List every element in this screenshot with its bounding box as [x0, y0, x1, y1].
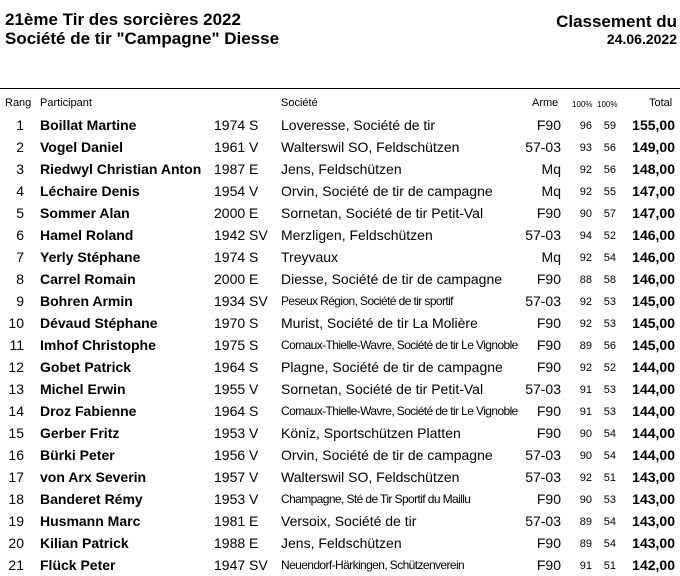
- club-cell: Sornetan, Société de tir Petit-Val: [281, 381, 484, 397]
- column-header-pct1: 100%: [572, 100, 593, 109]
- total-cell: 143,00: [632, 469, 675, 485]
- weapon-cell: Mq: [541, 161, 561, 177]
- rank-cell: 21: [8, 557, 24, 573]
- birth-year-category-cell: 1974 S: [214, 117, 259, 133]
- table-row: [0, 532, 680, 554]
- rank-cell: 4: [16, 183, 24, 199]
- score-pct1-cell: 92: [579, 472, 592, 484]
- club-cell: Treyvaux: [281, 249, 339, 265]
- birth-year-category-cell: 1988 E: [214, 535, 259, 551]
- column-header-pct2: 100%: [597, 100, 618, 109]
- participant-name-cell: Carrel Romain: [40, 271, 136, 287]
- club-cell: Merzligen, Feldschützen: [281, 227, 433, 243]
- table-row: [0, 444, 680, 466]
- participant-name-cell: Banderet Rémy: [40, 491, 143, 507]
- rank-cell: 3: [16, 161, 24, 177]
- table-row: [0, 158, 680, 180]
- weapon-cell: F90: [536, 205, 561, 221]
- score-pct1-cell: 96: [579, 120, 592, 132]
- participant-name-cell: Léchaire Denis: [40, 183, 140, 199]
- rank-cell: 15: [8, 425, 24, 441]
- weapon-cell: 57-03: [525, 447, 561, 463]
- table-row: [0, 268, 680, 290]
- total-cell: 145,00: [632, 293, 675, 309]
- total-cell: 149,00: [632, 139, 675, 155]
- score-pct1-cell: 94: [579, 230, 592, 242]
- weapon-cell: Mq: [541, 183, 561, 199]
- table-row: [0, 422, 680, 444]
- rank-cell: 19: [8, 513, 24, 529]
- weapon-cell: F90: [536, 403, 561, 419]
- rank-cell: 16: [8, 447, 24, 463]
- score-pct1-cell: 92: [579, 252, 592, 264]
- rank-cell: 6: [16, 227, 24, 243]
- birth-year-category-cell: 1942 SV: [214, 227, 268, 243]
- column-header-participant: Participant: [40, 97, 92, 109]
- score-pct2-cell: 53: [603, 384, 616, 396]
- club-cell: Walterswil SO, Feldschützen: [281, 469, 460, 485]
- birth-year-category-cell: 1953 V: [214, 425, 259, 441]
- score-pct1-cell: 90: [579, 428, 592, 440]
- total-cell: 148,00: [632, 161, 675, 177]
- rank-cell: 11: [9, 337, 24, 353]
- club-cell: Jens, Feldschützen: [281, 535, 402, 551]
- club-cell: Loveresse, Société de tir: [281, 117, 436, 133]
- participant-name-cell: Gerber Fritz: [40, 425, 120, 441]
- weapon-cell: F90: [536, 337, 561, 353]
- score-pct2-cell: 53: [603, 406, 616, 418]
- score-pct1-cell: 92: [579, 318, 592, 330]
- score-pct2-cell: 54: [603, 252, 616, 264]
- score-pct1-cell: 90: [579, 450, 592, 462]
- club-cell: Plagne, Société de tir de campagne: [281, 359, 503, 375]
- table-row: [0, 378, 680, 400]
- weapon-cell: F90: [536, 425, 561, 441]
- club-cell: Cornaux-Thielle-Wavre, Société de tir Le Vignoble: [281, 404, 518, 418]
- score-pct1-cell: 91: [579, 406, 592, 418]
- weapon-cell: 57-03: [525, 513, 561, 529]
- score-pct1-cell: 89: [579, 538, 592, 550]
- column-header-total: Total: [649, 97, 673, 109]
- participant-name-cell: von Arx Severin: [40, 469, 147, 485]
- participant-name-cell: Michel Erwin: [40, 381, 126, 397]
- score-pct1-cell: 89: [579, 516, 592, 528]
- score-pct2-cell: 54: [603, 538, 616, 550]
- rank-cell: 1: [16, 117, 24, 133]
- score-pct2-cell: 57: [603, 208, 616, 220]
- table-row: [0, 180, 680, 202]
- score-pct1-cell: 93: [579, 142, 592, 154]
- score-pct2-cell: 59: [603, 120, 616, 132]
- club-cell: Jens, Feldschützen: [281, 161, 402, 177]
- club-cell: Cornaux-Thielle-Wavre, Société de tir Le Vignoble: [281, 338, 518, 352]
- table-row: [0, 290, 680, 312]
- weapon-cell: F90: [536, 491, 561, 507]
- birth-year-category-cell: 1954 V: [214, 183, 259, 199]
- participant-name-cell: Vogel Daniel: [40, 139, 123, 155]
- rank-cell: 10: [8, 315, 24, 331]
- table-row: [0, 202, 680, 224]
- weapon-cell: F90: [536, 557, 561, 573]
- table-row: [0, 246, 680, 268]
- birth-year-category-cell: 1947 SV: [214, 557, 268, 573]
- total-cell: 146,00: [632, 227, 675, 243]
- score-pct2-cell: 51: [603, 472, 616, 484]
- total-cell: 145,00: [632, 337, 675, 353]
- weapon-cell: 57-03: [525, 227, 561, 243]
- score-pct2-cell: 56: [603, 164, 616, 176]
- birth-year-category-cell: 1961 V: [214, 139, 259, 155]
- score-pct1-cell: 92: [579, 362, 592, 374]
- total-cell: 155,00: [632, 117, 675, 133]
- column-header-societe: Société: [281, 97, 318, 109]
- table-row: [0, 114, 680, 136]
- total-cell: 143,00: [632, 491, 675, 507]
- organizer-title: Société de tir "Campagne" Diesse: [5, 29, 280, 48]
- total-cell: 146,00: [632, 249, 675, 265]
- birth-year-category-cell: 1956 V: [214, 447, 259, 463]
- birth-year-category-cell: 1957 V: [214, 469, 259, 485]
- club-cell: Köniz, Sportschützen Platten: [281, 425, 461, 441]
- score-pct2-cell: 55: [603, 186, 616, 198]
- total-cell: 144,00: [632, 403, 675, 419]
- score-pct2-cell: 54: [603, 450, 616, 462]
- club-cell: Champagne, Sté de Tir Sportif du Maillu: [281, 492, 471, 506]
- column-header-rang: Rang: [5, 97, 32, 109]
- participant-name-cell: Boillat Martine: [40, 117, 137, 133]
- total-cell: 146,00: [632, 271, 675, 287]
- weapon-cell: 57-03: [525, 293, 561, 309]
- column-header-arme: Arme: [532, 97, 559, 109]
- table-row: [0, 356, 680, 378]
- birth-year-category-cell: 1970 S: [214, 315, 259, 331]
- score-pct2-cell: 56: [603, 340, 616, 352]
- score-pct2-cell: 53: [603, 318, 616, 330]
- weapon-cell: F90: [536, 359, 561, 375]
- score-pct2-cell: 53: [603, 296, 616, 308]
- weapon-cell: 57-03: [525, 469, 561, 485]
- total-cell: 145,00: [632, 315, 675, 331]
- club-cell: Neuendorf-Härkingen, Schützenverein: [281, 558, 465, 572]
- rank-cell: 20: [8, 535, 24, 551]
- score-pct1-cell: 89: [579, 340, 592, 352]
- score-pct1-cell: 88: [579, 274, 592, 286]
- birth-year-category-cell: 2000 E: [214, 205, 259, 221]
- score-pct2-cell: 54: [603, 428, 616, 440]
- club-cell: Walterswil SO, Feldschützen: [281, 139, 460, 155]
- rank-cell: 9: [16, 293, 24, 309]
- birth-year-category-cell: 1964 S: [214, 403, 259, 419]
- rank-cell: 17: [8, 469, 24, 485]
- participant-name-cell: Yerly Stéphane: [40, 249, 141, 265]
- weapon-cell: F90: [536, 315, 561, 331]
- birth-year-category-cell: 2000 E: [214, 271, 259, 287]
- rank-cell: 8: [16, 271, 24, 287]
- total-cell: 144,00: [632, 359, 675, 375]
- weapon-cell: F90: [536, 271, 561, 287]
- score-pct2-cell: 56: [603, 142, 616, 154]
- score-pct1-cell: 91: [579, 560, 592, 572]
- club-cell: Murist, Société de tir La Molière: [281, 315, 478, 331]
- rank-cell: 13: [8, 381, 24, 397]
- rank-cell: 2: [16, 139, 24, 155]
- participant-name-cell: Husmann Marc: [40, 513, 141, 529]
- participant-name-cell: Bohren Armin: [40, 293, 133, 309]
- table-row: [0, 312, 680, 334]
- rank-cell: 18: [8, 491, 24, 507]
- weapon-cell: 57-03: [525, 381, 561, 397]
- score-pct2-cell: 58: [603, 274, 616, 286]
- score-pct2-cell: 51: [603, 560, 616, 572]
- participant-name-cell: Gobet Patrick: [40, 359, 132, 375]
- event-title: 21ème Tir des sorcières 2022: [5, 10, 241, 29]
- club-cell: Versoix, Société de tir: [281, 513, 417, 529]
- score-pct1-cell: 92: [579, 296, 592, 308]
- score-pct1-cell: 90: [579, 208, 592, 220]
- club-cell: Orvin, Société de tir de campagne: [281, 447, 493, 463]
- total-cell: 142,00: [632, 557, 675, 573]
- club-cell: Peseux Région, Société de tir sportif: [281, 294, 453, 308]
- ranking-date: 24.06.2022: [606, 31, 677, 47]
- results-table: [0, 114, 680, 576]
- table-row: [0, 136, 680, 158]
- table-row: [0, 334, 680, 356]
- score-pct1-cell: 92: [579, 164, 592, 176]
- table-row: [0, 488, 680, 510]
- score-pct1-cell: 90: [579, 494, 592, 506]
- club-cell: Diesse, Société de tir de campagne: [281, 271, 503, 287]
- participant-name-cell: Flück Peter: [40, 557, 116, 573]
- total-cell: 147,00: [632, 205, 675, 221]
- participant-name-cell: Kilian Patrick: [40, 535, 129, 551]
- table-row: [0, 466, 680, 488]
- participant-name-cell: Bürki Peter: [40, 447, 115, 463]
- birth-year-category-cell: 1975 S: [214, 337, 259, 353]
- birth-year-category-cell: 1974 S: [214, 249, 259, 265]
- header-divider: [0, 88, 680, 89]
- weapon-cell: F90: [536, 117, 561, 133]
- birth-year-category-cell: 1987 E: [214, 161, 259, 177]
- total-cell: 144,00: [632, 381, 675, 397]
- weapon-cell: Mq: [541, 249, 561, 265]
- participant-name-cell: Sommer Alan: [40, 205, 130, 221]
- participant-name-cell: Droz Fabienne: [40, 403, 137, 419]
- score-pct1-cell: 91: [579, 384, 592, 396]
- page-title: [5, 10, 279, 48]
- participant-name-cell: Imhof Christophe: [40, 337, 156, 353]
- club-cell: Sornetan, Société de tir Petit-Val: [281, 205, 484, 221]
- score-pct2-cell: 53: [603, 494, 616, 506]
- weapon-cell: F90: [536, 535, 561, 551]
- birth-year-category-cell: 1953 V: [214, 491, 259, 507]
- table-row: [0, 554, 680, 576]
- birth-year-category-cell: 1934 SV: [214, 293, 268, 309]
- participant-name-cell: Riedwyl Christian Anton: [40, 161, 202, 177]
- rank-cell: 5: [16, 205, 24, 221]
- participant-name-cell: Dévaud Stéphane: [40, 315, 158, 331]
- total-cell: 144,00: [632, 425, 675, 441]
- club-cell: Orvin, Société de tir de campagne: [281, 183, 493, 199]
- birth-year-category-cell: 1964 S: [214, 359, 259, 375]
- total-cell: 147,00: [632, 183, 675, 199]
- birth-year-category-cell: 1981 E: [214, 513, 259, 529]
- table-row: [0, 510, 680, 532]
- rank-cell: 14: [8, 403, 24, 419]
- score-pct1-cell: 92: [579, 186, 592, 198]
- ranking-label: Classement du: [556, 12, 677, 31]
- participant-name-cell: Hamel Roland: [40, 227, 134, 243]
- rank-cell: 7: [16, 249, 24, 265]
- score-pct2-cell: 52: [603, 230, 616, 242]
- table-row: [0, 224, 680, 246]
- table-row: [0, 400, 680, 422]
- score-pct2-cell: 54: [603, 516, 616, 528]
- total-cell: 143,00: [632, 535, 675, 551]
- weapon-cell: 57-03: [525, 139, 561, 155]
- total-cell: 144,00: [632, 447, 675, 463]
- total-cell: 143,00: [632, 513, 675, 529]
- birth-year-category-cell: 1955 V: [214, 381, 259, 397]
- score-pct2-cell: 52: [603, 362, 616, 374]
- rank-cell: 12: [8, 359, 24, 375]
